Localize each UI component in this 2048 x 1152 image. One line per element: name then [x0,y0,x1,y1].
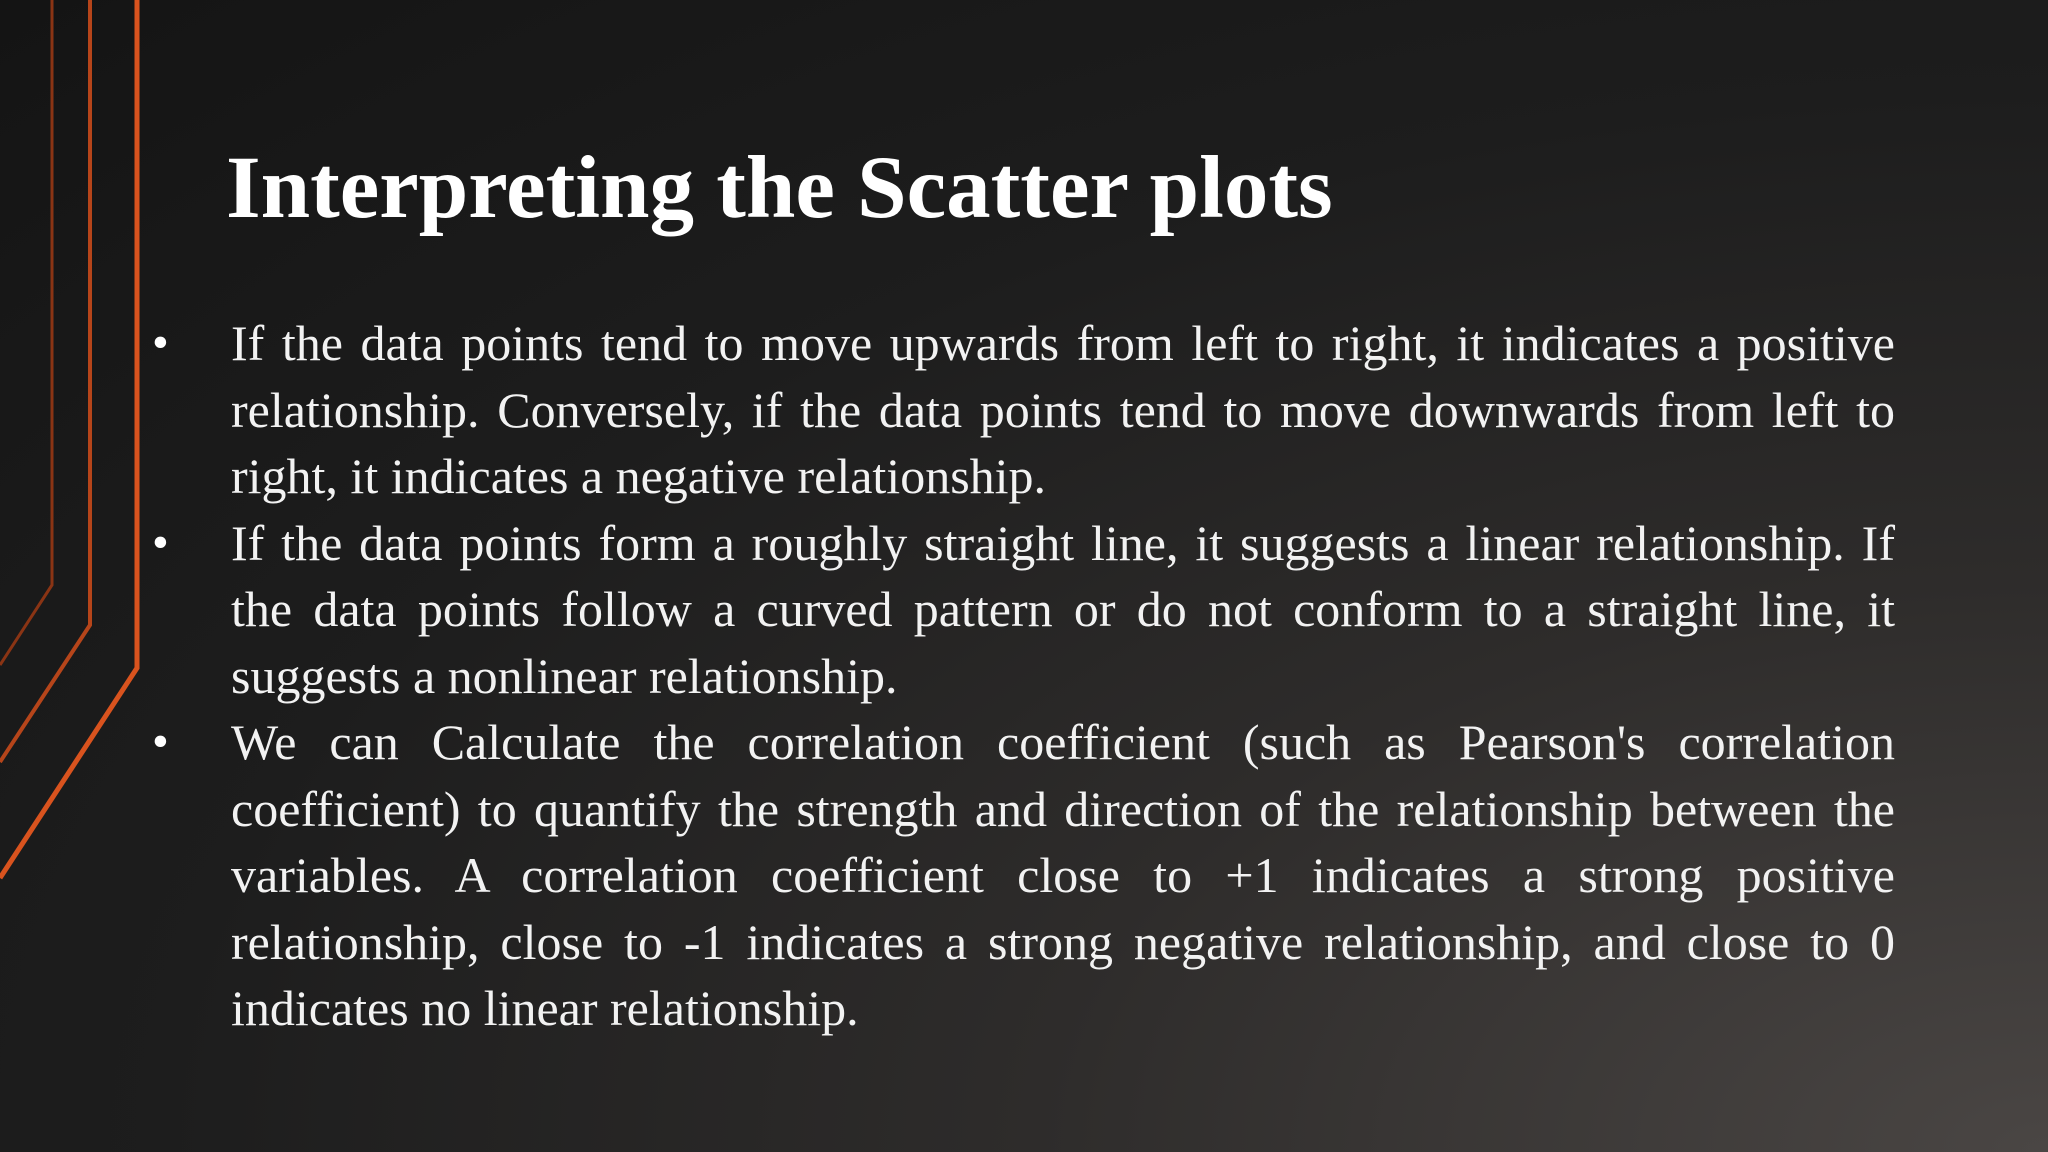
bullet-marker: • [152,515,169,569]
bullet-marker: • [152,715,169,768]
bullet-item [150,510,1895,710]
orange-accent-lines [0,0,160,1152]
bullet-text: If the data points form a roughly straight line, it suggests a linear relationship. If the data points follow a curved pattern or do not conform to a straight line, it suggests a nonlinear relationship. [231,514,1895,704]
bullet-text: We can Calculate the correlation coefficient (such as Pearson's correlation coefficient) to quantify the strength and direction of the relationship between the variables. A correlation coefficient close to +1 indicates a strong positive relationship, close to -1 indicates a strong negative relationship, and close to 0 indicates no linear relationship. [231,714,1895,1036]
bullet-item [150,310,1895,510]
bullet-list [150,310,1895,1042]
accent-line-outer [0,0,137,878]
accent-line-middle [0,0,90,762]
bullet-marker: • [152,316,169,369]
bullet-text: If the data points tend to move upwards from left to right, it indicates a positive relationship. Conversely, if the data points tend to move downwards from left to right, it indicates a negative relationship. [231,315,1895,504]
accent-line-inner [0,0,52,665]
slide-title: Interpreting the Scatter plots [226,139,1333,237]
bullet-item [150,709,1895,1042]
